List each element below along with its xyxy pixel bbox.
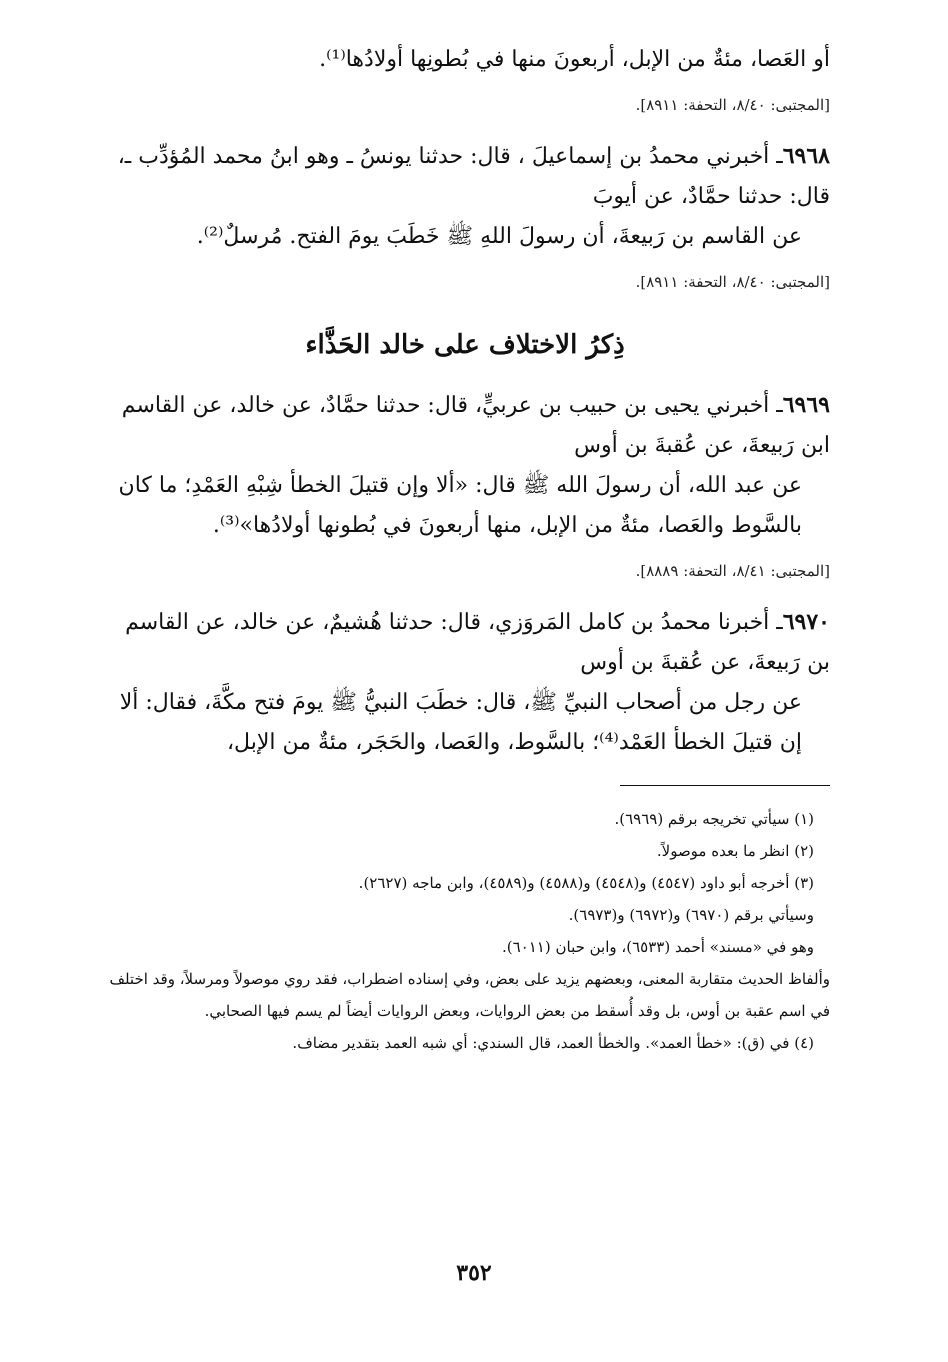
footnote: (١) سيأتي تخريجه برقم (٦٩٦٩). [614,810,814,828]
reference-line: [المجتبى: ٨/٤١، التحفة: ٨٨٨٩]. [635,562,830,580]
hadith-6968 [100,136,830,297]
footnote: وهو في «مسند» أحمد (٦٥٣٣)، وابن حبان (٦٠١١). [502,938,814,956]
hadith-matn: عن رجل من أصحاب النبيِّ ﷺ، قال: خطَبَ النبيُّ ﷺ يومَ فتح مكَّةَ، فقال: ألا إن قتيلَ الخطأ العَمْد⁽⁴⁾؛ بالسَّوط، والعَصا، والحَجَر، مئةٌ من الإبل، [119,690,802,755]
section-heading: ذِكرُ الاختلاف على خالد الحَذَّاء [305,330,625,360]
hadith-number: ٦٩٦٩ [782,392,830,418]
reference-line: [المجتبى: ٨/٤٠، التحفة: ٨٩١١]. [635,273,830,291]
footnotes [100,803,830,1059]
hadith-isnad: ـ أخبرني محمدُ بن إسماعيلَ ، قال: حدثنا يونسُ ـ وهو ابنُ محمد المُؤدِّب ـ، قال: حدثنا حمَّادٌ، عن أيوبَ [117,144,830,209]
hadith-isnad: ـ أخبرني يحيى بن حبيب بن عربيٍّ، قال: حدثنا حمَّادٌ، عن خالد، عن القاسم ابن رَبيعةَ، عن عُقبةَ بن أوس [121,393,830,458]
reference-line: [المجتبى: ٨/٤٠، التحفة: ٨٩١١]. [635,96,830,114]
footnote-rule [620,785,830,786]
footnote: وألفاظ الحديث متقاربة المعنى، وبعضهم يزيد على بعض، وفي إسناده اضطراب، فقد روي موصولاً ومرسلاً، وقد اختلف في اسم عقبة بن أوس، بل وقد أُسقط من بعض الروايات، وبعض الروايات أيضاً لم يسم فيها الصحابي. [109,970,830,1020]
hadith-isnad: ـ أخبرنا محمدُ بن كامل المَروَزي، قال: حدثنا هُشيمٌ، عن خالد، عن القاسم بن رَبيعةَ، عن عُقبةَ بن أوس [125,610,830,675]
footnote: وسيأتي برقم (٦٩٧٠) و(٦٩٧٢) و(٦٩٧٣). [568,906,814,924]
hadith-number: ٦٩٧٠ [782,609,830,635]
footnote: (٣) أخرجه أبو داود (٤٥٤٧) و(٤٥٤٨) و(٤٥٨٨) و(٤٥٨٩)، وابن ماجه (٢٦٢٧). [358,874,814,892]
continuation-line: أو العَصا، مئةٌ من الإبل، أربعونَ منها في بُطونِها أولادُها⁽¹⁾. [319,47,830,72]
hadith-6970 [100,602,830,763]
hadith-number: ٦٩٦٨ [782,143,830,169]
hadith-matn: عن عبد الله، أن رسولَ الله ﷺ قال: «ألا وإن قتيلَ الخطأ شِبْهِ العَمْدِ؛ ما كان بالسَّوط والعَصا، مئةٌ من الإبل، منها أربعونَ في بُطونها أولادُها»⁽³⁾. [118,473,802,538]
footnote: (٢) انظر ما بعده موصولاً. [656,842,814,860]
footnote-separator-area [100,763,830,803]
hadith-6969 [100,385,830,586]
footnote: (٤) في (ق): «خطأ العمد». والخطأ العمد، قال السندي: أي شبه العمد بتقدير مضاف. [292,1034,814,1052]
page-body [100,40,830,1059]
page-number: ٣٥٢ [456,1260,492,1286]
hadith-matn: عن القاسم بن رَبيعةَ، أن رسولَ اللهِ ﷺ خَطَبَ يومَ الفتح. مُرسلٌ⁽²⁾. [196,224,802,249]
